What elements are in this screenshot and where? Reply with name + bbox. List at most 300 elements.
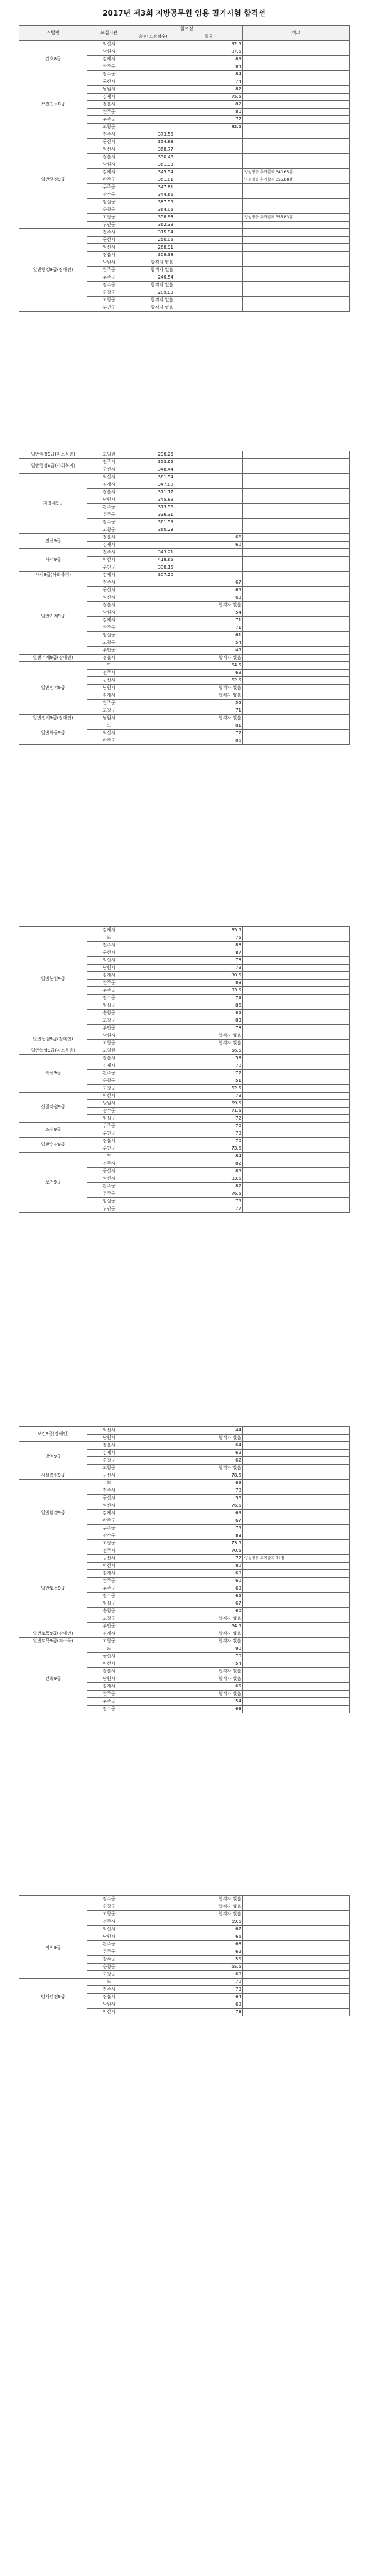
region-cell: 전주시 [87,670,131,677]
average-cell [175,572,243,579]
total-score-cell [131,1108,175,1115]
table-row [19,1547,350,1555]
table-row [19,534,350,542]
average-cell: 68 [175,1971,243,1979]
job-category: 일반행정9급(장애인) [19,229,87,312]
region-cell: 부안군 [87,647,131,655]
total-score-cell: 345.54 [131,169,175,176]
job-category: 일반농업9급(저소득층) [19,1047,87,1055]
average-cell: 58 [175,1055,243,1062]
total-score-cell: 361.33 [131,161,175,169]
average-cell: 67 [175,1517,243,1525]
total-score-cell [131,1971,175,1979]
cutoff-table [19,25,350,312]
region-cell: 익산시 [87,474,131,481]
page-title: 2017년 제3회 지방공무원 임용 필기시험 합격선 [102,9,266,18]
total-score-cell [131,1645,175,1653]
region-cell: 부안군 [87,1130,131,1138]
total-score-cell [131,1062,175,1070]
total-score-cell [131,1002,175,1010]
average-cell: 75.5 [175,94,243,101]
average-cell [175,131,243,139]
table-row [19,1055,350,1062]
region-cell: 김제시 [87,972,131,980]
average-cell: 77 [175,1205,243,1213]
total-score-cell [131,1115,175,1123]
header-note: 비고 [243,26,350,41]
region-cell: 정읍시 [87,534,131,542]
note-cell [243,1532,350,1540]
note-cell [243,1570,350,1578]
note-cell [243,662,350,670]
note-cell [243,1675,350,1683]
average-cell: 60 [175,1570,243,1578]
region-cell: 고창군 [87,1085,131,1093]
region-cell: 김제시 [87,617,131,624]
average-cell: 54 [175,609,243,617]
average-cell [175,481,243,489]
note-cell [243,1918,350,1926]
total-score-cell: 289.03 [131,289,175,297]
average-cell [175,252,243,259]
note-cell [243,1190,350,1198]
region-cell: 익산시 [87,557,131,564]
note-cell [243,1175,350,1183]
total-score-cell [131,1123,175,1130]
note-cell [243,459,350,466]
average-cell: 65 [175,587,243,594]
total-score-cell [131,2001,175,2009]
average-cell: 86 [175,737,243,745]
average-cell: 83.5 [175,987,243,995]
average-cell: 86 [175,1002,243,1010]
total-score-cell [131,1502,175,1510]
job-category: 사서9급(사회복지) [19,572,87,579]
total-score-cell [131,71,175,78]
average-cell: 90 [175,1645,243,1653]
note-cell [243,1205,350,1213]
average-cell: 56.5 [175,1047,243,1055]
job-category: 지방세9급 [19,474,87,534]
note-cell [243,949,350,957]
total-score-cell [131,1593,175,1600]
total-score-cell [131,1615,175,1623]
region-cell: 고창군 [87,1040,131,1047]
total-score-cell [131,1608,175,1615]
header-region: 모집기관 [87,26,131,41]
note-cell [243,1994,350,2001]
region-cell: 도 [87,934,131,942]
note-cell [243,594,350,602]
average-cell: 62 [175,1457,243,1465]
note-cell [243,1578,350,1585]
total-score-cell [131,987,175,995]
total-score-cell [131,1070,175,1077]
region-cell: 완주군 [87,980,131,987]
job-category: 보건9급 [19,1153,87,1213]
total-score-cell: 373.56 [131,504,175,511]
table-row [19,1442,350,1450]
total-score-cell: 360.23 [131,526,175,534]
note-cell [243,1698,350,1706]
total-score-cell [131,685,175,692]
total-score-cell [131,1706,175,1713]
total-score-cell [131,1510,175,1517]
average-cell [175,267,243,274]
average-cell: 65 [175,1683,243,1691]
note-cell [243,1638,350,1645]
total-score-cell: 358.93 [131,214,175,222]
total-score-cell: 344.66 [131,191,175,199]
region-cell: 김제시 [87,692,131,700]
average-cell: 합격자 없음 [175,1465,243,1472]
note-cell [243,1563,350,1570]
note-cell [243,1615,350,1623]
average-cell: 71 [175,617,243,624]
total-score-cell [131,1017,175,1025]
total-score-cell [131,101,175,109]
region-cell: 익산시 [87,1427,131,1435]
region-cell: 완주군 [87,1183,131,1190]
average-cell: 66 [175,1933,243,1941]
region-cell: 장수군 [87,995,131,1002]
note-cell [243,692,350,700]
note-cell [243,526,350,534]
total-score-cell [131,927,175,934]
average-cell: 55 [175,1956,243,1964]
average-cell: 88 [175,980,243,987]
job-category: 지적9급 [19,1918,87,1979]
table-row [19,1427,350,1435]
average-cell: 82 [175,1160,243,1168]
total-score-cell [131,1638,175,1645]
job-category: 일반토목9급 [19,1547,87,1630]
total-score-cell [131,655,175,662]
region-cell: 순창군 [87,1010,131,1017]
region-cell: 무주군 [87,511,131,519]
total-score-cell [131,1986,175,1994]
average-cell: 합격자 없음 [175,1911,243,1918]
note-cell [243,1025,350,1032]
average-cell: 72 [175,1555,243,1563]
average-cell: 69 [175,1585,243,1593]
average-cell [175,504,243,511]
average-cell: 62 [175,1948,243,1956]
average-cell: 합격자 없음 [175,685,243,692]
average-cell: 80 [175,1563,243,1570]
total-score-cell [131,1100,175,1108]
note-cell [243,1933,350,1941]
table-row [19,459,350,466]
note-cell [243,1585,350,1593]
average-cell [175,222,243,229]
note-cell [243,109,350,116]
note-cell [243,1547,350,1555]
average-cell: 합격자 없음 [175,1032,243,1040]
region-cell: 순창군 [87,1608,131,1615]
average-cell: 64.5 [175,1623,243,1630]
total-score-cell [131,1653,175,1660]
note-cell [243,229,350,237]
average-cell [175,511,243,519]
note-cell [243,78,350,86]
note-cell [243,1100,350,1108]
job-category: 산림자원9급 [19,1093,87,1123]
total-score-cell: 362.39 [131,222,175,229]
average-cell: 84 [175,71,243,78]
average-cell: 73.5 [175,1540,243,1547]
total-score-cell [131,1480,175,1487]
note-cell [243,41,350,48]
job-category: 일반행정9급(저소득층) [19,451,87,459]
region-cell: 남원시 [87,685,131,692]
note-cell [243,972,350,980]
average-cell [175,184,243,191]
average-cell: 62 [175,1593,243,1600]
total-score-cell [131,662,175,670]
total-score-cell [131,1675,175,1683]
table-row [19,1645,350,1653]
region-cell: 무주군 [87,1698,131,1706]
note-cell [243,289,350,297]
note-cell [243,632,350,639]
note-cell [243,1956,350,1964]
note-cell [243,564,350,572]
average-cell: 79 [175,995,243,1002]
total-score-cell [131,1630,175,1638]
total-score-cell: 350.46 [131,154,175,161]
average-cell [175,459,243,466]
region-cell: 장수군 [87,1896,131,1903]
average-cell: 77 [175,116,243,124]
region-cell: 부안군 [87,304,131,312]
note-cell [243,1964,350,1971]
region-cell: 남원시 [87,965,131,972]
region-cell: 장수군 [87,1108,131,1115]
note-cell [243,1600,350,1608]
average-cell [175,191,243,199]
note-cell [243,1593,350,1600]
job-category: 방재안전9급 [19,1979,87,2016]
note-cell [243,1896,350,1903]
region-cell: 익산시 [87,730,131,737]
average-cell [175,304,243,312]
average-cell: 합격자 없음 [175,1040,243,1047]
average-cell: 83.5 [175,1175,243,1183]
average-cell [175,244,243,252]
total-score-cell [131,1032,175,1040]
total-score-cell [131,1668,175,1675]
job-category: 보건진료8급 [19,78,87,131]
region-cell: 군산시 [87,78,131,86]
total-score-cell [131,41,175,48]
average-cell: 78 [175,1487,243,1495]
table-row [19,1047,350,1055]
total-score-cell [131,1487,175,1495]
total-score-cell [131,670,175,677]
job-category: 전산9급 [19,534,87,549]
region-cell: 군산시 [87,237,131,244]
total-score-cell: 250.05 [131,237,175,244]
total-score-cell: 345.89 [131,496,175,504]
average-cell: 75 [175,1198,243,1205]
region-cell: 익산시 [87,957,131,965]
average-cell [175,297,243,304]
average-cell: 70 [175,1062,243,1070]
region-cell: 완주군 [87,737,131,745]
note-cell [243,1145,350,1153]
total-score-cell [131,1903,175,1911]
note-cell [243,1465,350,1472]
total-score-cell [131,1472,175,1480]
region-cell: 임실군 [87,1198,131,1205]
note-cell [243,572,350,579]
note-cell [243,934,350,942]
region-cell: 고창군 [87,1638,131,1645]
note-cell [243,116,350,124]
note-cell [243,124,350,131]
region-cell: 고창군 [87,1911,131,1918]
average-cell: 62.5 [175,677,243,685]
note-cell [243,549,350,557]
region-cell: 완주군 [87,1517,131,1525]
note-cell [243,206,350,214]
note-cell [243,154,350,161]
average-cell: 72 [175,1070,243,1077]
region-cell: 장수군 [87,282,131,289]
region-cell: 김제시 [87,94,131,101]
total-score-cell [131,124,175,131]
total-score-cell [131,1956,175,1964]
total-score-cell [131,1450,175,1457]
total-score-cell: 240.54 [131,274,175,282]
note-cell [243,184,350,191]
total-score-cell [131,1175,175,1183]
cutoff-table-section [19,1895,349,2016]
total-score-cell: 361.59 [131,519,175,526]
note-cell [243,267,350,274]
note-cell [243,1115,350,1123]
note-cell [243,1002,350,1010]
header-total-score: 총점(조정점수) [131,33,175,41]
note-cell [243,639,350,647]
region-cell: 익산시 [87,1563,131,1570]
total-score-cell [131,1600,175,1608]
region-cell: 전주시 [87,1918,131,1926]
table-row [19,1032,350,1040]
note-cell [243,1472,350,1480]
header-average: 평균 [175,33,243,41]
total-score-cell [131,1660,175,1668]
region-cell: 순창군 [87,1903,131,1911]
total-score-cell [131,1055,175,1062]
total-score-cell [131,1532,175,1540]
note-cell [243,56,350,63]
total-score-cell [131,1442,175,1450]
average-cell [175,564,243,572]
total-score-cell [131,109,175,116]
average-cell: 합격자 없음 [175,692,243,700]
region-cell: 도 [87,1979,131,1986]
region-cell: 부안군 [87,1623,131,1630]
total-score-cell [131,700,175,707]
average-cell [175,496,243,504]
region-cell: 정읍시 [87,489,131,496]
note-cell [243,1183,350,1190]
total-score-cell [131,737,175,745]
total-score-cell [131,639,175,647]
region-cell: 순창군 [87,1077,131,1085]
region-cell: 장수군 [87,1956,131,1964]
note-cell [243,942,350,949]
note-cell [243,259,350,267]
job-category: 간호8급 [19,41,87,78]
average-cell: 84 [175,63,243,71]
total-score-cell [131,1623,175,1630]
average-cell: 합격자 없음 [175,1903,243,1911]
table-row [19,549,350,557]
average-cell: 72 [175,1115,243,1123]
average-cell: 78 [175,957,243,965]
note-cell [243,1123,350,1130]
total-score-cell [131,1911,175,1918]
region-cell: 부안군 [87,1145,131,1153]
average-cell: 64 [175,1442,243,1450]
total-score-cell [131,56,175,63]
total-score-cell: 418.65 [131,557,175,564]
region-cell: 장수군 [87,1532,131,1540]
note-cell [243,579,350,587]
average-cell [175,154,243,161]
average-cell [175,199,243,206]
average-cell [175,206,243,214]
average-cell: 51 [175,1077,243,1085]
total-score-cell [131,1130,175,1138]
average-cell: 45 [175,647,243,655]
average-cell: 66 [175,534,243,542]
total-score-cell [131,1683,175,1691]
region-cell: 도 [87,1153,131,1160]
job-category: 축산9급 [19,1055,87,1093]
total-score-cell: 353.62 [131,459,175,466]
note-cell [243,297,350,304]
region-cell: 고창군 [87,214,131,222]
note-cell [243,609,350,617]
region-cell: 무주군 [87,1948,131,1956]
total-score-cell [131,1525,175,1532]
average-cell [175,557,243,564]
note-cell [243,1525,350,1532]
region-cell: 정읍시 [87,602,131,609]
average-cell [175,289,243,297]
average-cell: 78.5 [175,1472,243,1480]
region-cell: 완주군 [87,1941,131,1948]
region-cell: 전주시 [87,549,131,557]
note-cell [243,282,350,289]
average-cell: 54 [175,639,243,647]
region-cell: 완주군 [87,267,131,274]
note-cell [243,252,350,259]
total-score-cell [131,1994,175,2001]
table-row [19,1093,350,1100]
total-score-cell: 364.05 [131,206,175,214]
total-score-cell [131,1010,175,1017]
note-cell [243,617,350,624]
note-cell [243,670,350,677]
average-cell: 64.5 [175,662,243,670]
region-cell: 남원시 [87,86,131,94]
total-score-cell [131,624,175,632]
